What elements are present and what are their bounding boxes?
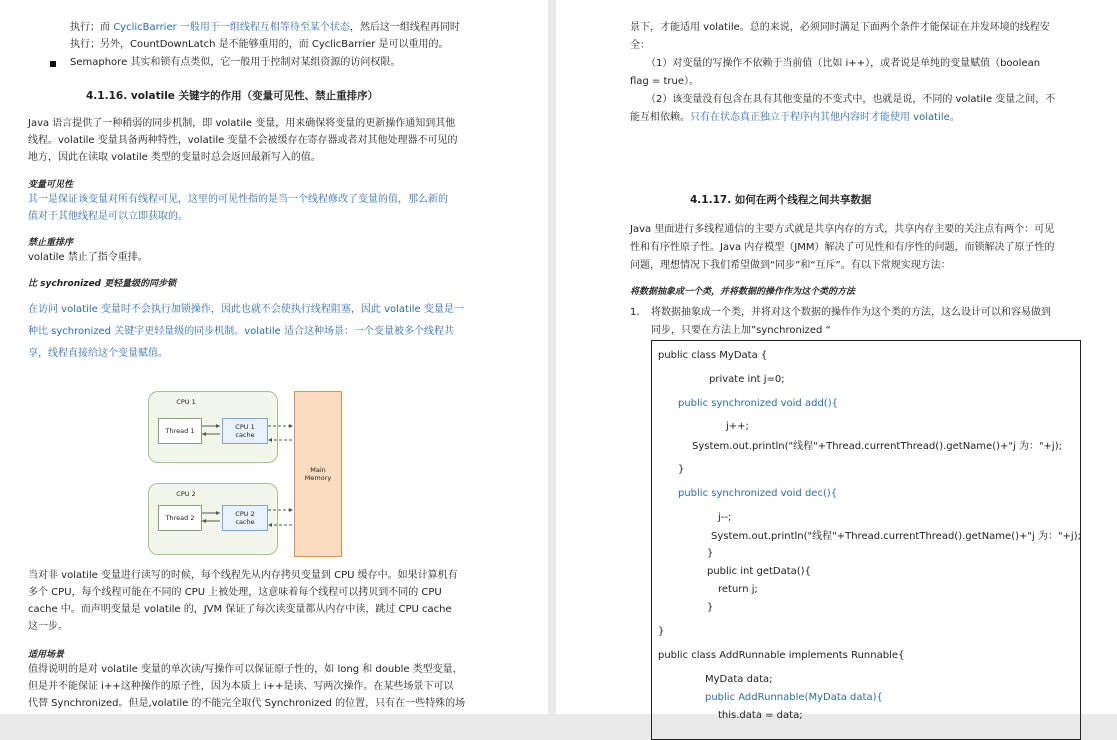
text-line: 执行；而 CyclicBarrier 一般用于一组线程互相等待至某个状态，然后这一组线程再同时 bbox=[70, 22, 460, 33]
text-line: 这一步。 bbox=[28, 621, 68, 632]
left-page bbox=[0, 0, 548, 714]
cpu-cache-diagram bbox=[148, 387, 348, 559]
text-line: 执行；另外，CountDownLatch 是不能够重用的，而 CyclicBarrier 是可以重用的。 bbox=[70, 39, 449, 50]
text-line: 其一是保证该变量对所有线程可见，这里的可见性指的是当一个线程修改了变量的值，那么新的 bbox=[28, 194, 448, 205]
text-line: 值对于其他线程是可以立即获取的。 bbox=[28, 211, 188, 222]
right-page bbox=[556, 0, 1117, 721]
list-number: 1. bbox=[630, 307, 640, 318]
text-line: 当对非 volatile 变量进行读写的时候，每个线程先从内存拷贝变量到 CPU 缓存中。如果计算机有 bbox=[28, 570, 458, 581]
code-line: System.out.println("线程"+Thread.currentThread().getName()+"j 为："+j); bbox=[711, 531, 1081, 542]
code-line: public synchronized void add(){ bbox=[678, 398, 838, 409]
cpu2-label: CPU 2 bbox=[176, 490, 196, 498]
subheading: 将数据抽象成一个类，并将数据的操作作为这个类的方法 bbox=[630, 287, 856, 297]
text-line: 景下，才能适用 volatile。总的来说，必须同时满足下面两个条件才能保证在并发环境的线程安 bbox=[630, 22, 1050, 33]
text-line: 值得说明的是对 volatile 变量的单次读/写操作可以保证原子性的，如 long 和 double 类型变量， bbox=[28, 664, 463, 675]
code-line: } bbox=[707, 548, 714, 559]
code-line: public class MyData { bbox=[658, 350, 768, 361]
code-line: public int getData(){ bbox=[707, 566, 811, 577]
code-line: this.data = data; bbox=[718, 710, 803, 721]
bullet-text: Semaphore 其实和锁有点类似，它一般用于控制对某组资源的访问权限。 bbox=[70, 57, 401, 68]
text-line: （1）对变量的写操作不依赖于当前值（比如 i++），或者说是单纯的变量赋值（boolean bbox=[646, 58, 1041, 69]
cache1-box: CPU 1 cache bbox=[222, 418, 268, 444]
subheading: 禁止重排序 bbox=[28, 238, 74, 248]
text-line: Java 里面进行多线程通信的主要方式就是共享内存的方式，共享内存主要的关注点有两个：可见 bbox=[630, 224, 1055, 235]
code-line: } bbox=[707, 602, 714, 613]
text-line: 性和有序性原子性。Java 内存模型（JMM）解决了可见性和有序性的问题，而锁解决了原子性的 bbox=[630, 242, 1055, 253]
subheading: 变量可见性 bbox=[28, 180, 74, 190]
code-block bbox=[651, 340, 1081, 740]
section-heading: 4.1.17. 如何在两个线程之间共享数据 bbox=[690, 194, 872, 206]
bullet-icon bbox=[50, 61, 56, 67]
code-line: } bbox=[658, 626, 665, 637]
text-line: 种比 sychronized 关键字更轻量级的同步机制。volatile 适合这种场景：一个变量被多个线程共 bbox=[28, 326, 454, 337]
list-item-text: 同步，只要在方法上加”synchronized “ bbox=[651, 325, 831, 336]
text-line: 但是并不能保证 i++这种操作的原子性，因为本质上 i++是读、写两次操作。在某些场景下可以 bbox=[28, 681, 454, 692]
text-line: 问题，理想情况下我们希望做到“同步”和“互斥”。有以下常规实现方法： bbox=[630, 260, 951, 271]
text-line: cache 中。而声明变量是 volatile 的，JVM 保证了每次读变量都从内存中读，跳过 CPU cache bbox=[28, 604, 452, 615]
list-item-text: 将数据抽象成一个类，并将对这个数据的操作作为这个类的方法，这么设计可以和容易做到 bbox=[651, 307, 1051, 318]
code-line: j--; bbox=[718, 512, 732, 523]
subheading: 比 sychronized 更轻量级的同步锁 bbox=[28, 279, 177, 289]
thread1-box: Thread 1 bbox=[158, 418, 202, 444]
text-line: 线程。volatile 变量具备两种特性，volatile 变量不会被缓存在寄存器或者对其他处理器不可见的 bbox=[28, 135, 458, 146]
text-line: 地方，因此在读取 volatile 类型的变量时总会返回最新写入的值。 bbox=[28, 152, 321, 163]
code-line: MyData data; bbox=[705, 674, 773, 685]
cache2-box: CPU 2 cache bbox=[222, 505, 268, 531]
diagram-arrows bbox=[148, 387, 348, 559]
main-memory-box: Main Memory bbox=[294, 391, 342, 557]
text-line: 能互相依赖。只有在状态真正独立于程序内其他内容时才能使用 volatile。 bbox=[630, 112, 960, 123]
text-line: 多个 CPU，每个线程可能在不同的 CPU 上被处理，这意味着每个线程可以拷贝到不同的 CPU bbox=[28, 587, 442, 598]
text-line: flag = true）。 bbox=[630, 76, 700, 87]
cpu1-label: CPU 1 bbox=[176, 398, 196, 406]
text-line: 代替 Synchronized。但是,volatile 的不能完全取代 Synchronized 的位置，只有在一些特殊的场 bbox=[28, 698, 466, 709]
text-line: volatile 禁止了指令重排。 bbox=[28, 252, 148, 263]
text-line: 享，线程直接给这个变量赋值。 bbox=[28, 348, 168, 359]
text-line: 在访问 volatile 变量时不会执行加锁操作，因此也就不会使执行线程阻塞，因此 volatile 变量是一 bbox=[28, 304, 464, 315]
text-line: Java 语言提供了一种稍弱的同步机制，即 volatile 变量，用来确保将变量的更新操作通知到其他 bbox=[28, 118, 456, 129]
section-heading: 4.1.16. volatile 关键字的作用（变量可见性、禁止重排序） bbox=[86, 90, 379, 102]
code-line: public AddRunnable(MyData data){ bbox=[705, 692, 883, 703]
text-line: （2）该变量没有包含在具有其他变量的不变式中，也就是说，不同的 volatile 变量之间，不 bbox=[646, 94, 1056, 105]
code-line: public synchronized void dec(){ bbox=[678, 488, 838, 499]
code-line: return j; bbox=[718, 584, 758, 595]
code-line: j++; bbox=[726, 421, 749, 432]
subheading: 适用场景 bbox=[28, 650, 65, 660]
code-line: System.out.println("线程"+Thread.currentThread().getName()+"j 为："+j); bbox=[692, 441, 1062, 452]
thread2-box: Thread 2 bbox=[158, 505, 202, 531]
text-line: 全： bbox=[630, 40, 650, 51]
code-line: } bbox=[678, 464, 685, 475]
code-line: public class AddRunnable implements Runnable{ bbox=[658, 650, 905, 661]
code-line: private int j=0; bbox=[709, 374, 785, 385]
